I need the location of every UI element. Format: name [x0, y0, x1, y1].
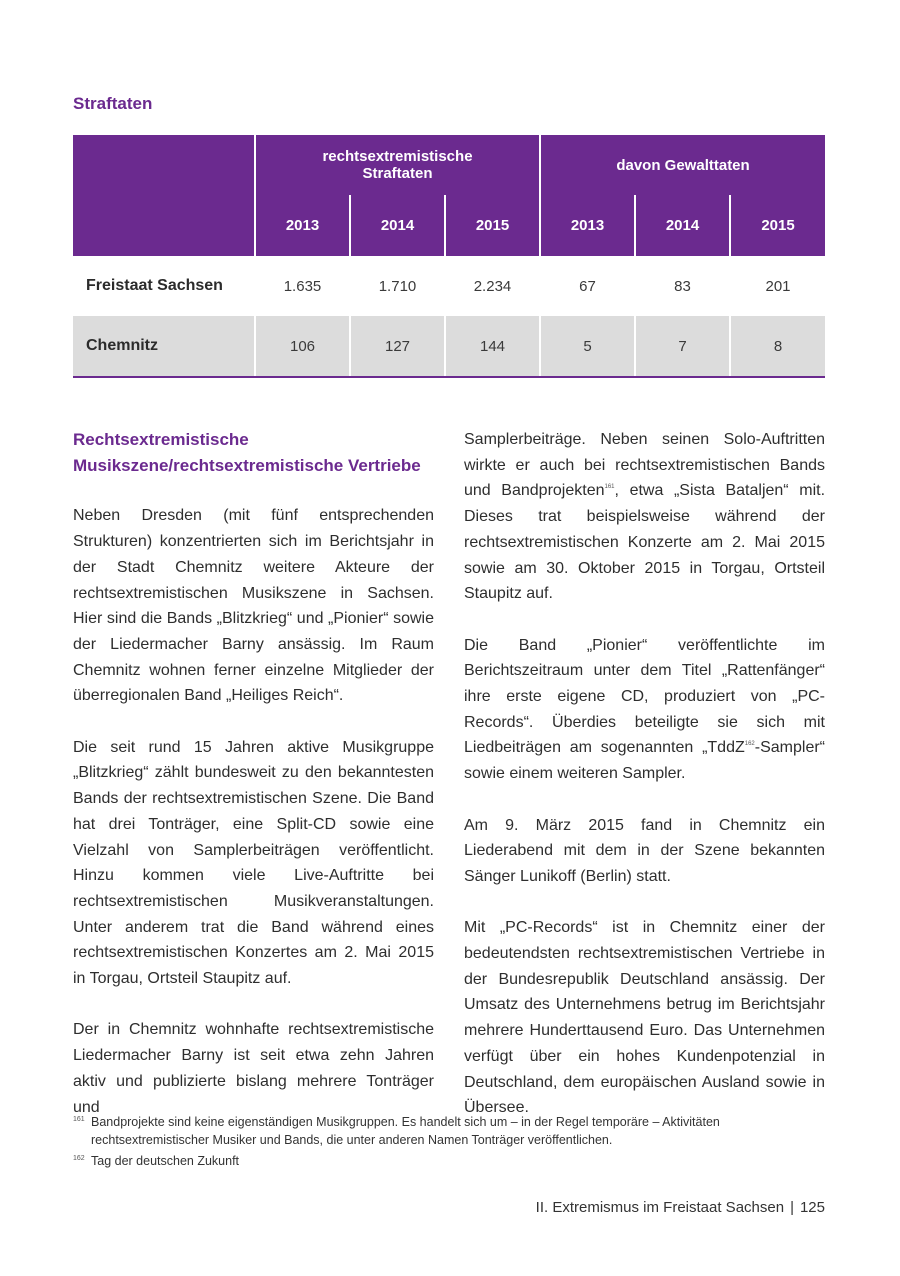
subsection-heading: Rechtsextremistische Musikszene/rechtsextremistische Vertriebe — [73, 430, 421, 475]
footnote — [73, 1113, 825, 1149]
table-cell: 83 — [635, 256, 730, 316]
footnote — [73, 1152, 825, 1170]
footnote-ref[interactable]: 161 — [604, 484, 615, 491]
paragraph-text: , etwa „Sista Bataljen“ mit. Dieses trat beispielsweise während der rechtsextremistischen Konzerte am 2. Mai 2015 sowie am 30. Oktober 2015 in Torgau, Ortsteil Staupitz auf. — [464, 482, 826, 603]
year-header: 2014 — [635, 195, 730, 256]
group-header-straftaten: rechtsextremistische Straftaten — [255, 135, 540, 195]
page-number: 125 — [799, 1199, 825, 1216]
text-column-right — [464, 427, 825, 1121]
year-header: 2013 — [255, 195, 350, 256]
row-label: Freistaat Sachsen — [86, 277, 223, 294]
paragraph — [464, 427, 825, 607]
footer-separator: | — [790, 1199, 794, 1216]
paragraph-text: -Sampler“ sowie einem weiteren Sampler. — [464, 739, 825, 783]
table-cell: 106 — [255, 316, 350, 377]
footnote-text: Bandprojekte sind keine eigenständigen Musikgruppen. Es handelt sich um – in der Regel temporäre – Aktivitäten rechtsextremistischer Musiker und Bands, die unter anderen Namen Tonträger veröffentlichen. — [91, 1115, 720, 1147]
year-header: 2015 — [730, 195, 825, 256]
paragraph-text: Samplerbeiträge. Neben seinen Solo-Auftritten wirkte er auch bei rechtsextremistischen Bands und Bandprojekten — [464, 431, 825, 500]
footnotes — [73, 1113, 825, 1173]
paragraph: Am 9. März 2015 fand in Chemnitz ein Liederabend mit dem in der Szene bekannten Sänger Lunikoff (Berlin) statt. — [464, 816, 825, 885]
footnote-number: 161 — [73, 1116, 85, 1123]
paragraph: Die seit rund 15 Jahren aktive Musikgruppe „Blitzkrieg“ zählt bundesweit zu den bekanntesten Bands der rechtsextremistischen Szene. Die Band hat drei Tonträger, eine Split-CD sowie eine Vielzahl von Samplerbeiträgen veröffentlicht. Hinzu kommen viele Live-Auftritte bei rechtsextremistischen Musikveranstaltungen. Unter anderem trat die Band während eines rechtsextremistischen Konzertes am 2. Mai 2015 in Torgau, Ortsteil Staupitz auf. — [73, 738, 434, 988]
table-cell: 201 — [730, 256, 825, 316]
table-cell: 7 — [635, 316, 730, 377]
paragraph-text: Die Band „Pionier“ veröffentlichte im Berichtszeitraum unter dem Titel „Rattenfänger“ ihre erste eigene CD, produziert von „PC-Records“. Überdies beteiligte sie sich mit Liedbeiträgen am sogenannten „TddZ — [464, 636, 825, 757]
crime-statistics-table — [73, 135, 825, 378]
table-cell: 144 — [445, 316, 540, 377]
paragraph: Neben Dresden (mit fünf entsprechenden Strukturen) konzentrierten sich im Berichtsjahr in der Stadt Chemnitz weitere Akteure der rechtsextremistischen Musikszene in Sachsen. Hier sind die Bands „Blitzkrieg“ und „Pionier“ sowie der Liedermacher Barny ansässig. Im Raum Chemnitz wohnen ferner einzelne Mitglieder der überregionalen Band „Heiliges Reich“. — [73, 507, 434, 705]
table-row — [73, 316, 825, 377]
chapter-title: II. Extremismus im Freistaat Sachsen — [535, 1199, 785, 1216]
table-cell: 8 — [730, 316, 825, 377]
table-cell: 67 — [540, 256, 635, 316]
paragraph — [464, 633, 825, 787]
table-row — [73, 256, 825, 316]
table-cell: 5 — [540, 316, 635, 377]
table-cell: 1.635 — [255, 256, 350, 316]
row-label: Chemnitz — [73, 316, 255, 377]
table-cell: 127 — [350, 316, 445, 377]
table-cell: 1.710 — [350, 256, 445, 316]
year-header: 2014 — [350, 195, 445, 256]
year-header: 2013 — [540, 195, 635, 256]
paragraph: Der in Chemnitz wohnhafte rechtsextremistische Liedermacher Barny ist seit etwa zehn Jahren aktiv und publizierte bislang mehrere Tonträger und — [73, 1021, 434, 1116]
footnote-number: 162 — [73, 1155, 85, 1162]
group-header-gewalttaten: davon Gewalttaten — [540, 135, 825, 195]
footnote-ref[interactable]: 162 — [744, 741, 755, 748]
page-footer — [536, 1199, 825, 1216]
paragraph: Mit „PC-Records“ ist in Chemnitz einer der bedeutendsten rechtsextremistischen Vertriebe in der Bundesrepublik Deutschland ansässig. Der Umsatz des Unternehmens betrug im Berichtsjahr mehrere Hunderttausend Euro. Das Unternehmen verfügt über ein hohes Kundenpotenzial in Deutschland, dem europäischen Ausland sowie in Übersee. — [464, 919, 825, 1117]
table-corner-cell — [73, 135, 255, 256]
year-header: 2015 — [445, 195, 540, 256]
table-cell: 2.234 — [445, 256, 540, 316]
footnote-text: Tag der deutschen Zukunft — [91, 1154, 240, 1168]
text-column-left — [73, 427, 434, 1120]
section-title: Straftaten — [73, 94, 153, 113]
